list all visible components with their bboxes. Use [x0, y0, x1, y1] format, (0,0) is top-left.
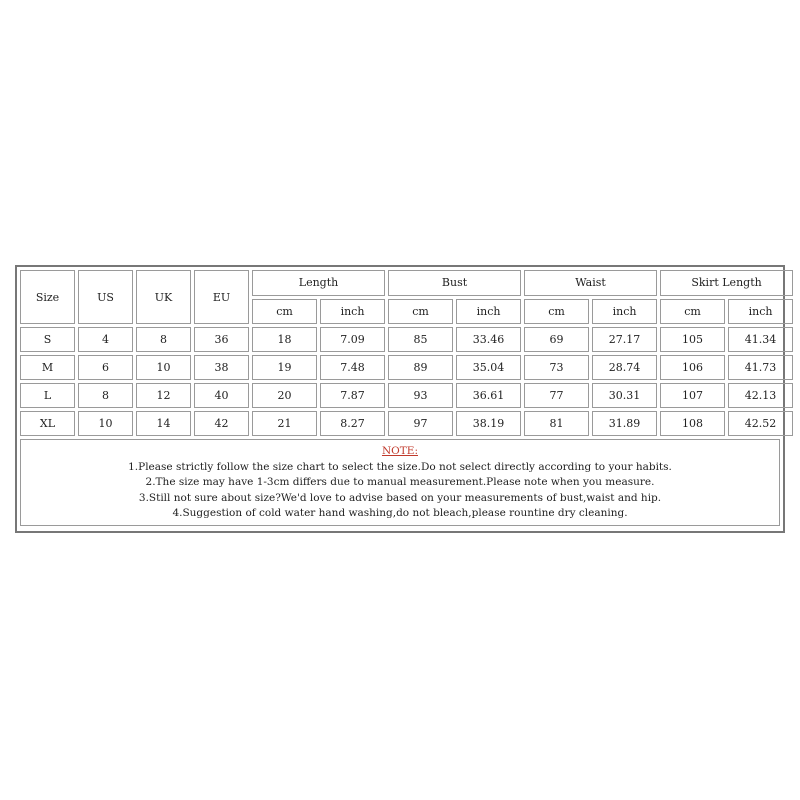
unit-length-cm: cm [252, 299, 317, 325]
size-table [17, 267, 796, 439]
table-row [20, 355, 793, 380]
size-chart [15, 265, 785, 533]
header-waist: Waist [524, 270, 657, 296]
unit-skirt-inch: inch [728, 299, 793, 325]
header-size: Size [20, 270, 75, 324]
cell-skirt-cm: 106 [660, 355, 725, 380]
cell-eu: 36 [194, 327, 249, 352]
cell-length-inch: 7.09 [320, 327, 385, 352]
cell-bust-inch: 35.04 [456, 355, 521, 380]
note-box [20, 439, 780, 526]
header-row-groups [20, 270, 793, 296]
cell-waist-cm: 81 [524, 411, 589, 436]
unit-skirt-cm: cm [660, 299, 725, 325]
cell-bust-inch: 38.19 [456, 411, 521, 436]
header-uk: UK [136, 270, 191, 324]
note-line-2: 2.The size may have 1-3cm differs due to manual measurement.Please note when you measure. [145, 476, 655, 488]
cell-uk: 12 [136, 383, 191, 408]
table-row [20, 383, 793, 408]
cell-skirt-inch: 42.52 [728, 411, 793, 436]
cell-skirt-cm: 107 [660, 383, 725, 408]
cell-length-cm: 20 [252, 383, 317, 408]
cell-us: 8 [78, 383, 133, 408]
header-us: US [78, 270, 133, 324]
header-skirt-length: Skirt Length [660, 270, 793, 296]
cell-us: 4 [78, 327, 133, 352]
cell-skirt-cm: 105 [660, 327, 725, 352]
cell-eu: 38 [194, 355, 249, 380]
cell-length-inch: 7.48 [320, 355, 385, 380]
cell-size: XL [20, 411, 75, 436]
cell-skirt-inch: 42.13 [728, 383, 793, 408]
cell-length-inch: 8.27 [320, 411, 385, 436]
cell-length-cm: 21 [252, 411, 317, 436]
cell-uk: 10 [136, 355, 191, 380]
unit-length-inch: inch [320, 299, 385, 325]
cell-waist-inch: 30.31 [592, 383, 657, 408]
note-line-4: 4.Suggestion of cold water hand washing,do not bleach,please rountine dry cleaning. [172, 507, 628, 519]
cell-us: 6 [78, 355, 133, 380]
cell-size: M [20, 355, 75, 380]
unit-waist-cm: cm [524, 299, 589, 325]
cell-bust-cm: 85 [388, 327, 453, 352]
cell-eu: 40 [194, 383, 249, 408]
cell-skirt-cm: 108 [660, 411, 725, 436]
table-row [20, 411, 793, 436]
cell-bust-cm: 93 [388, 383, 453, 408]
cell-waist-inch: 27.17 [592, 327, 657, 352]
cell-size: L [20, 383, 75, 408]
header-length: Length [252, 270, 385, 296]
cell-length-inch: 7.87 [320, 383, 385, 408]
cell-waist-cm: 73 [524, 355, 589, 380]
cell-waist-cm: 77 [524, 383, 589, 408]
cell-bust-cm: 97 [388, 411, 453, 436]
header-bust: Bust [388, 270, 521, 296]
note-title: NOTE: [381, 445, 418, 457]
cell-length-cm: 19 [252, 355, 317, 380]
cell-uk: 14 [136, 411, 191, 436]
cell-waist-cm: 69 [524, 327, 589, 352]
cell-skirt-inch: 41.34 [728, 327, 793, 352]
note-line-1: 1.Please strictly follow the size chart to select the size.Do not select directly according to your habits. [128, 460, 672, 473]
cell-bust-inch: 33.46 [456, 327, 521, 352]
cell-waist-inch: 31.89 [592, 411, 657, 436]
cell-bust-inch: 36.61 [456, 383, 521, 408]
header-eu: EU [194, 270, 249, 324]
unit-bust-cm: cm [388, 299, 453, 325]
cell-waist-inch: 28.74 [592, 355, 657, 380]
note-line-3: 3.Still not sure about size?We'd love to advise based on your measurements of bust,waist and hip. [138, 491, 662, 504]
table-row [20, 327, 793, 352]
unit-bust-inch: inch [456, 299, 521, 325]
cell-eu: 42 [194, 411, 249, 436]
unit-waist-inch: inch [592, 299, 657, 325]
cell-uk: 8 [136, 327, 191, 352]
cell-us: 10 [78, 411, 133, 436]
cell-bust-cm: 89 [388, 355, 453, 380]
cell-skirt-inch: 41.73 [728, 355, 793, 380]
cell-length-cm: 18 [252, 327, 317, 352]
cell-size: S [20, 327, 75, 352]
